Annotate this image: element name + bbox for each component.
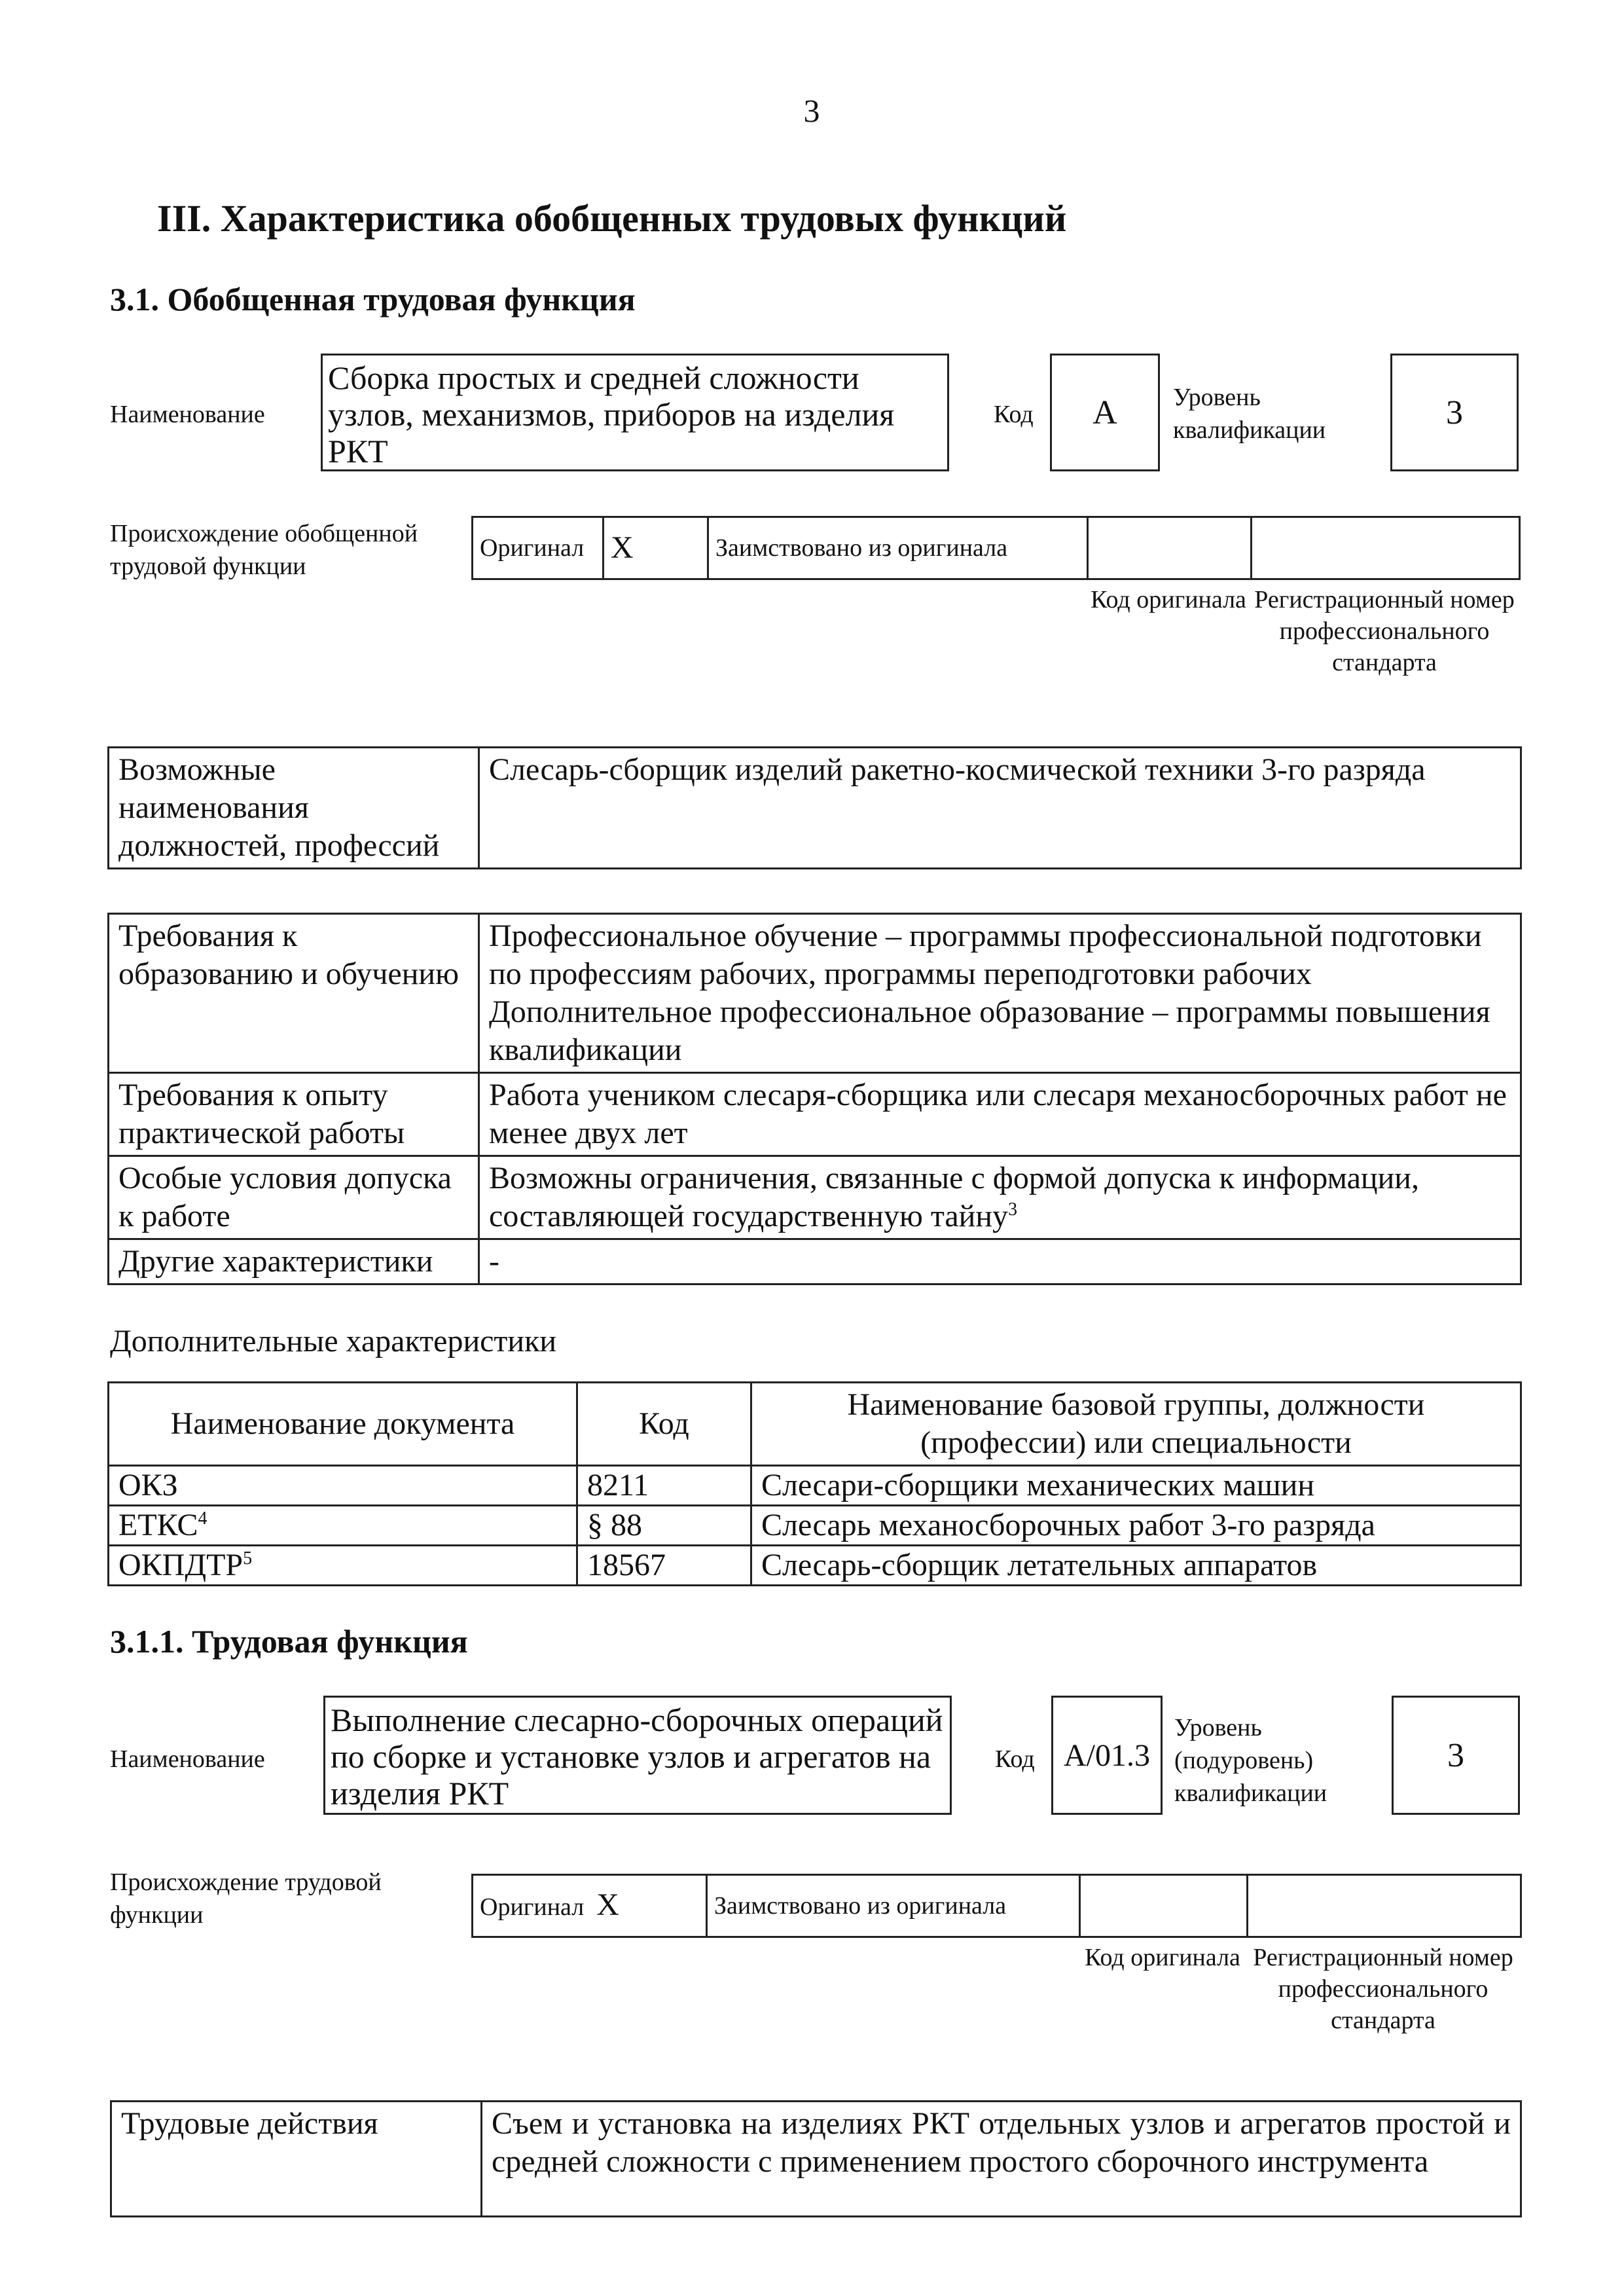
requirements-row — [109, 1073, 1521, 1156]
labor-actions-value: Съем и установка на изделиях РКТ отдельных узлов и агрегатов простой и средней сложности с применением простого сборочного инструмента — [482, 2102, 1521, 2217]
origin-reg-cell — [1252, 517, 1520, 579]
tf-name-label: Наименование — [110, 1745, 265, 1773]
tf-origin-table — [471, 1874, 1522, 1938]
gtf-caption-reg: Регистрационный номер профессионального стандарта — [1254, 586, 1515, 676]
labor-actions-label: Трудовые действия — [111, 2102, 482, 2217]
footnote-ref: 4 — [198, 1508, 208, 1529]
tf-code-value: A/01.3 — [1051, 1696, 1163, 1815]
gtf-code-value: A — [1050, 354, 1160, 471]
origin-original-cell: Оригинал — [473, 517, 604, 579]
requirement-label: Требования к образованию и обучению — [109, 914, 479, 1073]
gtf-origin-label: Происхождение обобщенной трудовой функции — [110, 520, 418, 580]
row-name: Слесари-сборщики механических машин — [751, 1466, 1521, 1506]
tf-level-label: Уровень (подуровень) квалификации — [1174, 1714, 1327, 1807]
additional-header-row — [109, 1383, 1521, 1466]
requirements-row — [109, 914, 1521, 1073]
origin-original-cell: Оригинал X — [473, 1875, 707, 1937]
row-name: Слесарь-сборщик летательных аппаратов — [751, 1546, 1521, 1586]
gtf-level-value: 3 — [1390, 354, 1519, 471]
footnote-ref: 5 — [243, 1548, 253, 1569]
tf-caption-reg: Регистрационный номер профессионального стандарта — [1253, 1944, 1513, 2034]
requirement-label: Требования к опыту практической работы — [109, 1073, 479, 1156]
header-code: Код — [577, 1383, 751, 1466]
requirements-row — [109, 1239, 1521, 1285]
tf-caption-code: Код оригинала — [1085, 1944, 1240, 1971]
tf-origin-label: Происхождение трудовой функции — [110, 1868, 382, 1929]
tf-heading: 3.1.1. Трудовая функция — [110, 1623, 468, 1660]
gtf-code-label: Код — [994, 401, 1034, 428]
row-code: 18567 — [577, 1546, 751, 1586]
positions-table — [107, 746, 1522, 869]
labor-actions-table — [110, 2100, 1522, 2217]
gtf-name-value: Сборка простых и средней сложности узлов, механизмов, приборов на изделия РКТ — [321, 354, 949, 471]
requirement-line: Профессиональное обучение – программы профессиональной подготовки по профессиям рабочих, программы переподготовки рабочих — [489, 919, 1482, 991]
tf-level-value: 3 — [1392, 1696, 1520, 1815]
table-row — [109, 1546, 1521, 1586]
origin-code-cell — [1080, 1875, 1248, 1937]
tf-name-value: Выполнение слесарно-сборочных операций по сборке и установке узлов и агрегатов на изделия РКТ — [323, 1696, 952, 1815]
footnote-ref: 3 — [1008, 1199, 1018, 1220]
header-name: Наименование базовой группы, должности (профессии) или специальности — [751, 1383, 1521, 1466]
requirement-line: Возможны ограничения, связанные с формой допуска к информации, составляющей государственную тайну — [489, 1161, 1419, 1233]
gtf-caption-code: Код оригинала — [1091, 586, 1246, 613]
requirement-line: Дополнительное профессиональное образование – программы повышения квалификации — [489, 994, 1490, 1067]
origin-reg-cell — [1248, 1875, 1521, 1937]
section-title: III. Характеристика обобщенных трудовых функций — [157, 197, 1067, 240]
origin-borrowed-cell: Заимствовано из оригинала — [708, 517, 1088, 579]
requirement-label: Другие характеристики — [109, 1239, 479, 1285]
requirements-row — [109, 1156, 1521, 1239]
origin-code-cell — [1088, 517, 1252, 579]
row-code: 8211 — [577, 1466, 751, 1506]
additional-table — [107, 1381, 1522, 1586]
tf-code-label: Код — [995, 1745, 1035, 1773]
origin-borrowed-cell: Заимствовано из оригинала — [707, 1875, 1080, 1937]
gtf-origin-table — [471, 516, 1521, 580]
additional-title: Дополнительные характеристики — [110, 1324, 557, 1358]
gtf-level-label: Уровень квалификации — [1173, 384, 1326, 444]
row-doc: ОКПДТР — [118, 1548, 244, 1582]
row-name: Слесарь механосборочных работ 3-го разряда — [751, 1506, 1521, 1546]
requirements-table — [107, 913, 1522, 1285]
row-doc: ОКЗ — [118, 1468, 178, 1503]
row-code: § 88 — [577, 1506, 751, 1546]
requirement-line: - — [479, 1239, 1521, 1285]
header-doc: Наименование документа — [109, 1383, 577, 1466]
origin-mark-cell: X — [604, 517, 708, 579]
positions-value: Слесарь-сборщик изделий ракетно-космической техники 3-го разряда — [479, 748, 1521, 869]
gtf-name-label: Наименование — [110, 401, 265, 428]
requirement-line: Работа учеником слесаря-сборщика или слесаря механосборочных работ не менее двух лет — [489, 1078, 1507, 1150]
table-row — [109, 1466, 1521, 1506]
requirement-label: Особые условия допуска к работе — [109, 1156, 479, 1239]
gtf-heading: 3.1. Обобщенная трудовая функция — [110, 281, 636, 318]
positions-label: Возможные наименования должностей, профессий — [109, 748, 479, 869]
table-row — [109, 1506, 1521, 1546]
page-number: 3 — [803, 92, 820, 129]
row-doc: ЕТКС — [118, 1508, 198, 1542]
origin-mark: X — [596, 1887, 619, 1922]
